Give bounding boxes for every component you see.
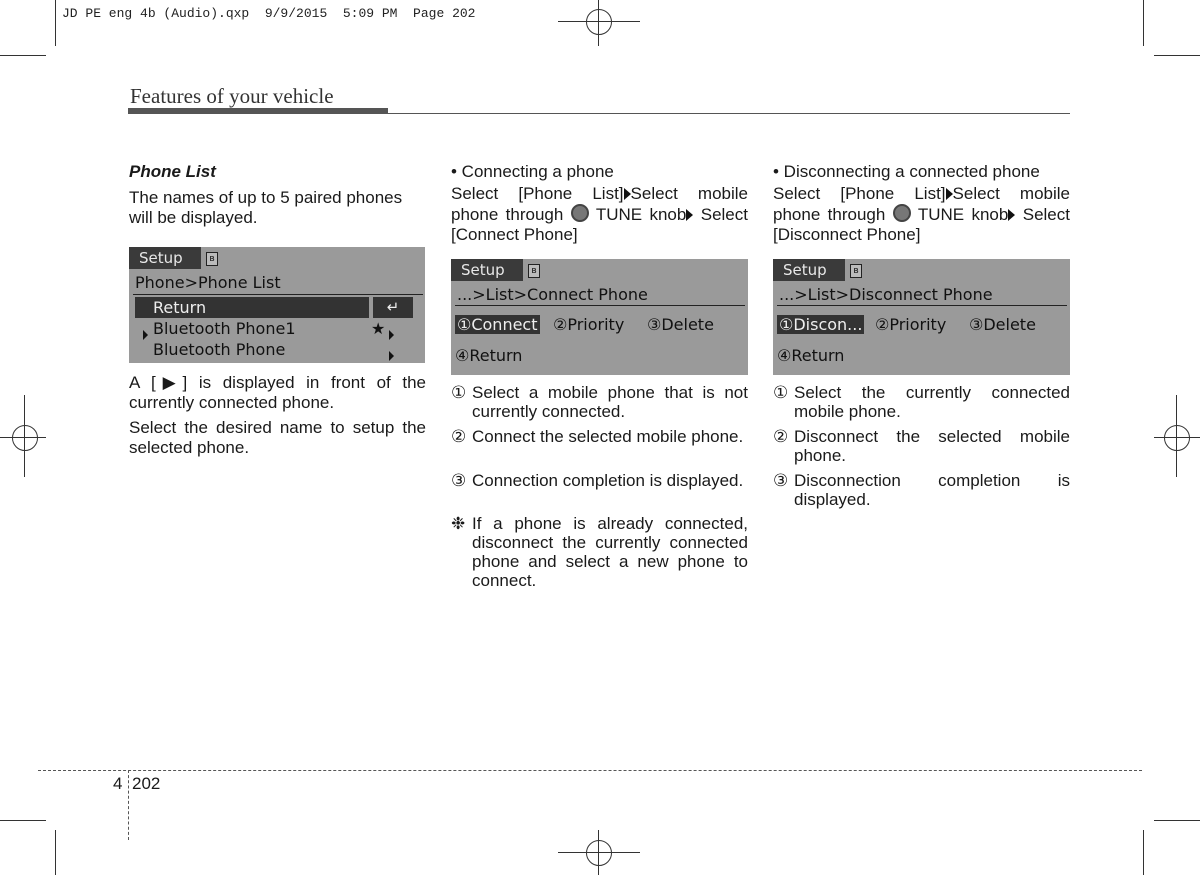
step-text: Connect the selected mobile phone. [472, 427, 744, 446]
crop-mark [55, 0, 56, 46]
disconnecting-steps [773, 383, 1070, 523]
phone-list-heading: Phone List [129, 162, 216, 181]
option-delete[interactable]: ③Delete [647, 315, 714, 334]
instr-step-a: Select [Phone List] [451, 184, 624, 203]
screen-tab-setup: Setup [773, 259, 845, 281]
bluetooth-icon: ʙ [528, 264, 540, 278]
screen-tab-setup: Setup [129, 247, 201, 269]
crop-mark [1154, 55, 1200, 56]
instr-step-b: Select mobile phone through [451, 184, 748, 224]
step-text: Connection completion is displayed. [472, 471, 744, 490]
step-marker: ① [773, 383, 789, 402]
disconnecting-instructions [773, 184, 1070, 245]
column-disconnecting [773, 162, 1070, 245]
bluetooth-icon: ʙ [206, 252, 218, 266]
arrow-icon [946, 188, 953, 200]
chapter-number: 4 [113, 774, 123, 793]
list-item [773, 427, 1070, 467]
option-priority[interactable]: ②Priority [875, 315, 947, 334]
crop-mark [1143, 0, 1144, 46]
chevron-right-icon [389, 324, 394, 343]
menu-item-bluetooth-phone1[interactable]: Bluetooth Phone1 [153, 319, 296, 338]
connecting-steps [451, 383, 748, 603]
page-number: 202 [132, 774, 161, 793]
step-marker: ② [451, 427, 467, 446]
note-text: If a phone is already connected, disconnect the currently connected phone and select a new phone to connect. [472, 514, 748, 590]
screen-path: ...>List>Disconnect Phone [779, 285, 993, 304]
phone-list-notes [129, 373, 426, 458]
list-item [451, 427, 748, 467]
step-marker: ② [773, 427, 789, 446]
list-item [451, 471, 748, 511]
connected-indicator-icon [143, 324, 148, 343]
step-text: Select a mobile phone that is not currently connected. [472, 383, 748, 421]
list-item [451, 383, 748, 423]
column-connecting [451, 162, 748, 245]
disconnecting-title: • Disconnecting a connected phone [773, 162, 1040, 181]
instr-step-c: TUNE knob [595, 205, 687, 224]
screen-path: ...>List>Connect Phone [457, 285, 648, 304]
header-rule-thick [128, 108, 388, 114]
instr-step-d: Select [Connect Phone] [451, 205, 748, 244]
step-text: Disconnection completion is displayed. [794, 471, 1070, 509]
divider [455, 305, 745, 306]
crop-mark [0, 55, 46, 56]
screen-disconnect-phone [773, 259, 1070, 375]
instr-step-a: Select [Phone List] [773, 184, 946, 203]
step-text: Select the currently connected mobile phone. [794, 383, 1070, 421]
connected-note: A [▶] is displayed in front of the currently connected phone. [129, 373, 426, 412]
screen-tab-setup: Setup [451, 259, 523, 281]
print-slug: JD PE eng 4b (Audio).qxp 9/9/2015 5:09 PM Page 202 [62, 6, 476, 21]
option-delete[interactable]: ③Delete [969, 315, 1036, 334]
select-note: Select the desired name to setup the selected phone. [129, 418, 426, 457]
arrow-icon [624, 188, 631, 200]
option-return[interactable]: ④Return [777, 346, 845, 365]
option-return[interactable]: ④Return [455, 346, 523, 365]
menu-item-bluetooth-phone[interactable]: Bluetooth Phone [153, 340, 286, 359]
footer-vertical-rule [128, 770, 129, 840]
instr-step-d: Select [Disconnect Phone] [773, 205, 1070, 244]
screen-connect-phone [451, 259, 748, 375]
step-marker: ③ [451, 471, 467, 490]
option-connect-label: ①Connect [457, 315, 538, 334]
step-text: Disconnect the selected mobile phone. [794, 427, 1070, 465]
note-marker: ❉ [451, 514, 466, 533]
option-disconnect-label: ①Discon... [779, 315, 863, 334]
tune-knob-icon [893, 204, 911, 222]
option-connect[interactable] [455, 314, 540, 336]
header-rule-thin [388, 113, 1070, 114]
arrow-icon [1008, 209, 1015, 221]
section-title: Features of your vehicle [130, 84, 334, 108]
crop-mark [0, 820, 46, 821]
screen-path: Phone>Phone List [135, 273, 281, 292]
crop-mark [55, 830, 56, 875]
connecting-instructions [451, 184, 748, 245]
divider [133, 294, 423, 295]
footer-rule [38, 770, 1142, 771]
bluetooth-icon: ʙ [850, 264, 862, 278]
list-item [773, 383, 1070, 423]
list-item [451, 514, 748, 594]
option-disconnect[interactable] [777, 314, 864, 336]
phone-list-intro: The names of up to 5 paired phones will be displayed. [129, 188, 403, 227]
column-phone-list [129, 162, 426, 228]
connecting-title: • Connecting a phone [451, 162, 614, 181]
step-marker: ③ [773, 471, 789, 490]
back-arrow-icon[interactable]: ↵ [373, 297, 413, 318]
chevron-right-icon [389, 345, 394, 363]
crop-mark [1154, 820, 1200, 821]
option-priority[interactable]: ②Priority [553, 315, 625, 334]
list-item [773, 471, 1070, 511]
screen-phone-list [129, 247, 425, 363]
instr-step-c: TUNE knob [917, 205, 1009, 224]
step-marker: ① [451, 383, 467, 402]
menu-item-return[interactable]: Return [153, 298, 207, 317]
crop-mark [1143, 830, 1144, 875]
star-icon: ★ [371, 319, 386, 338]
tune-knob-icon [571, 204, 589, 222]
arrow-icon [686, 209, 693, 221]
instr-step-b: Select mobile phone through [773, 184, 1070, 224]
divider [777, 305, 1067, 306]
